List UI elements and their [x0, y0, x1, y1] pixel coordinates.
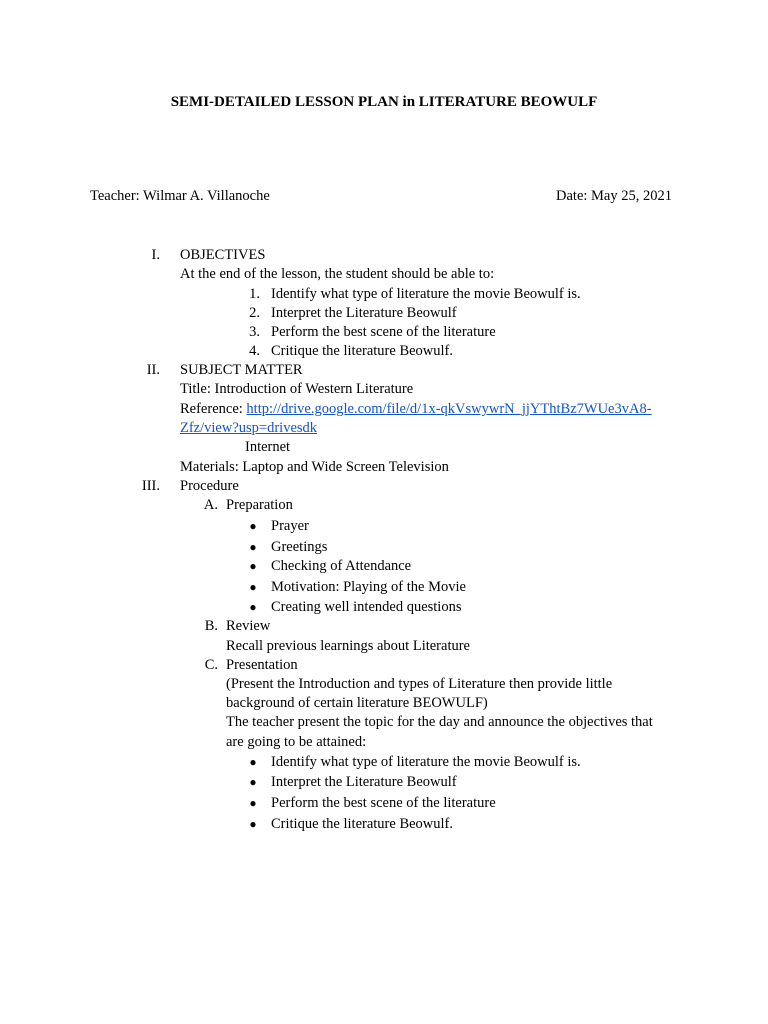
section-numeral-procedure: III. — [141, 478, 160, 494]
preparation-item: Creating well intended questions — [271, 599, 462, 615]
reference-extra: Internet — [245, 439, 291, 455]
objective-item: Perform the best scene of the literature — [271, 324, 496, 340]
presentation-item: Interpret the Literature Beowulf — [271, 774, 457, 790]
preparation-item: Greetings — [271, 539, 328, 555]
bullet-icon: ● — [249, 796, 257, 810]
objective-number: 4. — [249, 343, 260, 359]
reference-line — [180, 400, 652, 420]
reference-link-part2[interactable]: Zfz/view?usp=drivesdk — [180, 420, 318, 436]
objective-number: 2. — [249, 305, 260, 321]
presentation-item: Identify what type of literature the movie Beowulf is. — [271, 754, 581, 770]
presentation-paragraph-1-cont: background of certain literature BEOWULF) — [226, 695, 488, 711]
presentation-paragraph-1: (Present the Introduction and types of Literature then provide little — [226, 676, 613, 692]
bullet-icon: ● — [249, 817, 257, 831]
presentation-paragraph-2: The teacher present the topic for the day and announce the objectives that — [226, 714, 653, 730]
bullet-icon: ● — [249, 580, 257, 594]
objective-item: Critique the literature Beowulf. — [271, 343, 454, 359]
section-numeral-subject-matter: II. — [146, 362, 160, 378]
subsection-heading-presentation: Presentation — [226, 657, 298, 673]
lesson-date: Date: May 25, 2021 — [556, 188, 672, 204]
reference-link-continuation — [180, 419, 317, 439]
section-heading-subject-matter: SUBJECT MATTER — [180, 362, 303, 378]
bullet-icon: ● — [249, 600, 257, 614]
materials-line: Materials: Laptop and Wide Screen Television — [180, 459, 449, 475]
reference-label: Reference: — [180, 401, 247, 417]
presentation-item: Critique the literature Beowulf. — [271, 816, 454, 832]
bullet-icon: ● — [249, 775, 257, 789]
objectives-intro: At the end of the lesson, the student should be able to: — [180, 266, 495, 282]
presentation-paragraph-2-cont: are going to be attained: — [226, 734, 367, 750]
objective-number: 3. — [249, 324, 260, 340]
section-numeral-objectives: I. — [151, 247, 160, 263]
bullet-icon: ● — [249, 559, 257, 573]
bullet-icon: ● — [249, 540, 257, 554]
page-title: SEMI-DETAILED LESSON PLAN in LITERATURE BEOWULF — [170, 94, 598, 110]
review-text: Recall previous learnings about Literature — [226, 638, 470, 654]
objective-number: 1. — [249, 286, 260, 302]
bullet-icon: ● — [249, 755, 257, 769]
objective-item: Interpret the Literature Beowulf — [271, 305, 457, 321]
reference-link[interactable]: http://drive.google.com/file/d/1x-qkVswywrN_jjYThtBz7WUe3vA8- — [246, 401, 652, 417]
presentation-item: Perform the best scene of the literature — [271, 795, 496, 811]
subject-title: Title: Introduction of Western Literature — [180, 381, 414, 397]
subsection-heading-preparation: Preparation — [226, 497, 293, 513]
subsection-letter-preparation: A. — [203, 497, 218, 513]
subsection-letter-review: B. — [204, 618, 218, 634]
preparation-item: Prayer — [271, 518, 309, 534]
section-heading-objectives: OBJECTIVES — [180, 247, 266, 263]
subsection-letter-presentation: C. — [204, 657, 218, 673]
subsection-heading-review: Review — [226, 618, 271, 634]
objective-item: Identify what type of literature the movie Beowulf is. — [271, 286, 581, 302]
preparation-item: Checking of Attendance — [271, 558, 412, 574]
section-heading-procedure: Procedure — [180, 478, 239, 494]
preparation-item: Motivation: Playing of the Movie — [271, 579, 466, 595]
teacher-name: Teacher: Wilmar A. Villanoche — [90, 188, 270, 204]
bullet-icon: ● — [249, 519, 257, 533]
